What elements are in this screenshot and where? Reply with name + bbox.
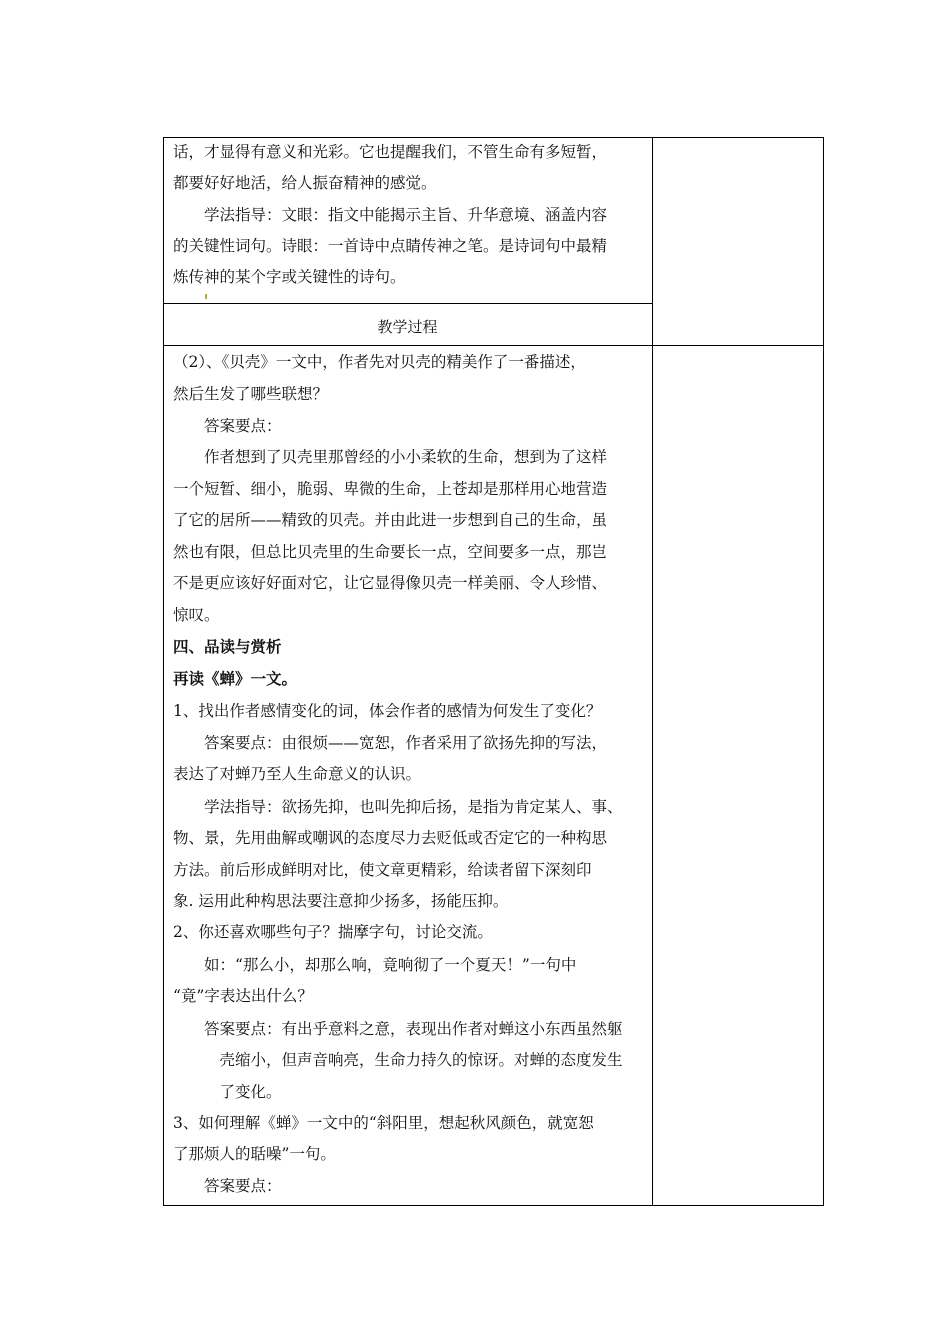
- text-line: 物、景，先用曲解或嘲讽的态度尽力去贬低或否定它的一种构思: [173, 829, 608, 847]
- text-line: 了它的居所——精致的贝壳。并由此进一步想到自己的生命，虽: [173, 511, 608, 529]
- text-line: 了那烦人的聒噪”一句。: [173, 1145, 336, 1163]
- column-divider: [652, 137, 653, 1206]
- text-line: 一个短暂、细小，脆弱、卑微的生命，上苍却是那样用心地营造: [173, 480, 608, 498]
- text-line: 然也有限，但总比贝壳里的生命要长一点，空间要多一点，那岂: [173, 543, 608, 561]
- text-line: 表达了对蝉乃至人生命意义的认识。: [173, 765, 422, 783]
- row-divider-2: [163, 345, 824, 346]
- text-line: 惊叹。: [173, 606, 220, 624]
- text-line: 炼传神的某个字或关键性的诗句。: [173, 268, 406, 286]
- text-line: 象. 运用此种构思法要注意抑少扬多，扬能压抑。: [173, 892, 509, 910]
- text-line: 都要好好地活，给人振奋精神的感觉。: [173, 174, 437, 192]
- text-line: 壳缩小，但声音响亮，生命力持久的惊讶。对蝉的态度发生: [173, 1051, 623, 1069]
- text-line: 不是更应该好好面对它，让它显得像贝壳一样美丽、令人珍惜、: [173, 574, 608, 592]
- text-line: 1、找出作者感情变化的词，体会作者的感情为何发生了变化？: [173, 702, 602, 720]
- text-line: 3、如何理解《蝉》一文中的“斜阳里，想起秋风颜色，就宽恕: [173, 1114, 594, 1132]
- text-line: 然后生发了哪些联想？: [173, 385, 329, 403]
- text-line: 的关键性词句。诗眼：一首诗中点睛传神之笔。是诗词句中最精: [173, 237, 608, 255]
- text-line: “竟”字表达出什么？: [173, 987, 313, 1005]
- row-divider-1: [163, 303, 652, 304]
- text-line: 答案要点：有出乎意料之意，表现出作者对蝉这小东西虽然躯: [173, 1020, 623, 1038]
- text-line: 作者想到了贝壳里那曾经的小小柔软的生命，想到为了这样: [173, 448, 608, 466]
- stray-mark: [205, 294, 207, 299]
- text-line: （2）、《贝壳》一文中，作者先对贝壳的精美作了一番描述，: [173, 353, 586, 371]
- text-line: 2、你还喜欢哪些句子？揣摩字句，讨论交流。: [173, 923, 493, 941]
- text-line: 答案要点：: [173, 1177, 282, 1195]
- text-line: 话，才显得有意义和光彩。它也提醒我们，不管生命有多短暂，: [173, 143, 608, 161]
- section-title: 教学过程: [377, 318, 438, 336]
- text-line: 如：“那么小，却那么响，竟响彻了一个夏天！”一句中: [173, 956, 577, 974]
- text-line: 学法指导：欲扬先抑，也叫先抑后扬，是指为肯定某人、事、: [173, 798, 623, 816]
- subsection-heading: 再读《蝉》一文。: [173, 669, 298, 688]
- text-line: 答案要点：: [173, 417, 282, 435]
- text-line: 答案要点：由很烦——宽恕，作者采用了欲扬先抑的写法，: [173, 734, 608, 752]
- text-line: 了变化。: [173, 1083, 282, 1101]
- text-line: 学法指导：文眼：指文中能揭示主旨、升华意境、涵盖内容: [173, 206, 608, 224]
- section-heading: 四、品读与赏析: [173, 637, 282, 656]
- text-line: 方法。前后形成鲜明对比，使文章更精彩，给读者留下深刻印: [173, 861, 592, 879]
